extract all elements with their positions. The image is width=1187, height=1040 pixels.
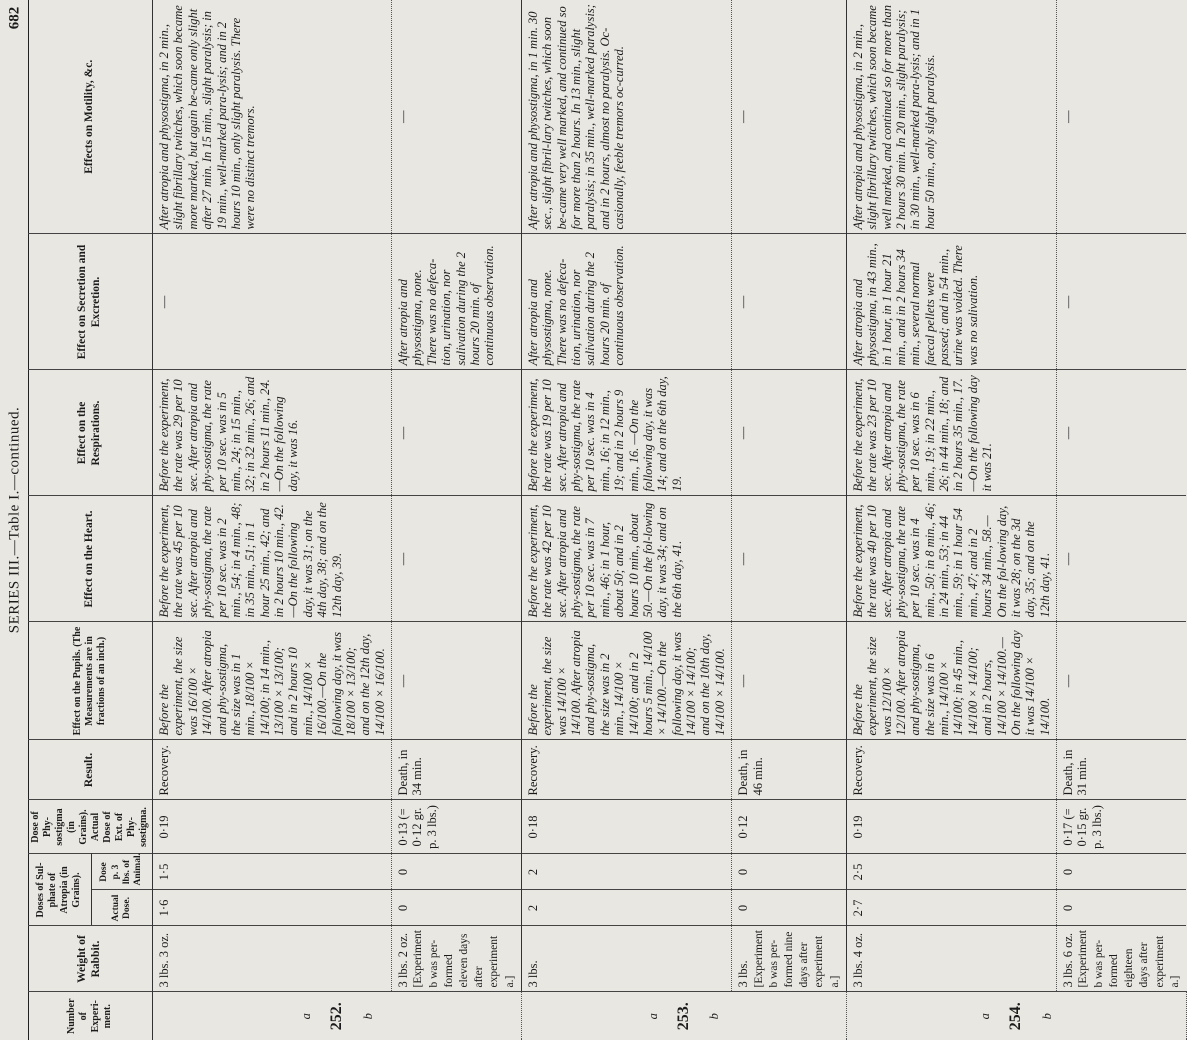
exp-label-b: b xyxy=(707,1013,722,1020)
weight-cell: 3 lbs. xyxy=(521,926,731,992)
phy-dose-cell: 0·17 (= 0·15 gr. p. 3 lbs.) xyxy=(1057,800,1186,854)
weight-cell xyxy=(1057,926,1186,992)
actual-dose-cell: 2·7 xyxy=(846,890,1056,926)
perlb-dose-cell: 2 xyxy=(521,854,731,890)
header-weight: Weight of Rabbit. xyxy=(28,926,153,992)
resp-cell: Before the experiment, the rate was 19 per 10 sec. After atropia and phy-sostigma, the rate per 10 sec. was in 4 min., 16; in 12 min., 19; and in 2 hours 9 min., 16. —On the following day, it was 14; and on the 6th day, 19. xyxy=(521,370,731,496)
result-cell: Death, in 31 min. xyxy=(1057,740,1186,800)
header-actual-dose: Actual Dose. xyxy=(91,890,152,926)
actual-dose-cell: 0 xyxy=(1057,890,1186,926)
pupils-cell: — xyxy=(732,622,847,740)
exp-cell xyxy=(521,992,846,1040)
resp-cell: — xyxy=(1057,370,1186,496)
weight-value: 3 lbs. xyxy=(736,960,751,988)
pupils-cell: — xyxy=(1057,622,1186,740)
weight-cell xyxy=(732,926,847,992)
header-result: Result. xyxy=(28,740,153,800)
experiment-note: [Experiment b was per-formed eleven days after experiment a.] xyxy=(412,930,516,988)
result-cell: Recovery. xyxy=(521,740,731,800)
resp-cell: — xyxy=(732,370,847,496)
heart-cell: Before the experiment, the rate was 40 per 10 sec. After atropia and phy-sostigma, the rate per 10 sec. was in 4 min., 50; in 8 min., 46; in 24 min., 53; in 44 min., 59; in 1 hour 54 min., 47; and in 2 hours 34 min., 58.—On the fol-lowing day, it was 28; on the 3d day, 35; and on the 12th day, 41. xyxy=(846,496,1056,622)
perlb-dose-cell: 2·5 xyxy=(846,854,1056,890)
actual-dose-cell: 2 xyxy=(521,890,731,926)
header-motility: Effects on Motility, &c. xyxy=(28,0,153,234)
pupils-cell: Before the experiment, the size was 12/100 × 12/100. After atropia and phy-sostigma, the size was in 6 min., 14/100 × 14/100; in 45 min., 14/100 × 14/100; and in 2 hours, 14/100 × 14/100.—On the following day it was 14/100 × 14/100. xyxy=(846,622,1056,740)
table-row xyxy=(732,0,847,1040)
secretion-cell: — xyxy=(732,234,847,370)
running-head: SERIES III.—Table I.—continued. xyxy=(6,406,23,634)
exp-label-b: b xyxy=(1039,1013,1054,1020)
motility-cell: — xyxy=(392,0,522,234)
motility-cell: After atropia and physostigma, in 2 min., slight fibrillary twitches, which soon became more marked, but again be-came only slight after 27 min. In 15 min., slight paralysis; in 19 min., well-marked para-lysis; and in 2 hours 10 min., only slight paralysis. There were no distinct tremors. xyxy=(153,0,392,234)
secretion-cell: After atropia and physostigma, in 43 min., in 1 hour, in 1 hour 21 min., and in 2 hours 34 min., several normal faecal pellets were passed; and in 54 min., urine was voided. There was no salivation. xyxy=(846,234,1056,370)
phy-dose-cell: 0·19 xyxy=(846,800,1056,854)
resp-cell: — xyxy=(392,370,522,496)
weight-value: 3 lbs. 2 oz. xyxy=(396,932,410,988)
motility-cell: — xyxy=(1061,110,1076,123)
motility-cell: After atropia and physostigma, in 2 min., slight fibrillary twitches, which soon became well marked, and continued so for more than 2 hours 30 min. In 20 min., slight paralysis; in 30 min., well-marked para-lysis; and in 1 hour 50 min., only slight paralysis. xyxy=(846,0,1056,234)
weight-value: 3 lbs. 6 oz. xyxy=(1061,932,1076,988)
running-head-box xyxy=(0,300,30,740)
table-row xyxy=(846,0,1056,1040)
experiment-note: [Experiment b was per-formed nine days after experiment a.] xyxy=(752,930,841,988)
table-row xyxy=(392,0,522,1040)
heart-cell: — xyxy=(1057,496,1186,622)
experiment-table xyxy=(28,0,1187,1040)
pupils-cell: Before the experiment, the size was 14/100 × 14/100. After atropia and phy-sostigma, the size was in 2 min., 14/100 × 14/100; and in 2 hours 5 min., 14/100 × 14/100.—On the following day, it was 14/100 × 14/100; and on the 10th day, 14/100 × 14/100. xyxy=(521,622,731,740)
perlb-dose-cell: 0 xyxy=(392,854,522,890)
page-number-box xyxy=(0,0,30,30)
secretion-cell: After atropia and physostigma, none. There was no defeca-tion, urination, nor salivation during the 2 hours 20 min. of continuous observation. xyxy=(521,234,731,370)
actual-dose-cell: 0 xyxy=(732,890,847,926)
result-cell: Recovery. xyxy=(153,740,392,800)
actual-dose-cell: 0 xyxy=(392,890,522,926)
result-cell: Death, in 46 min. xyxy=(732,740,847,800)
perlb-dose-cell: 1·5 xyxy=(153,854,392,890)
header-dose-phy: Dose of Phy-sostigma (in Grains). Actual Dose of Ext. of Phy-sostigma. xyxy=(28,800,153,854)
header-doses-sul: Doses of Sul-phate of Atropia (in Grains). xyxy=(28,854,91,926)
exp-label-a: a xyxy=(978,1013,993,1020)
exp-number: 253. xyxy=(674,1002,692,1031)
phy-dose-cell: 0·13 (= 0·12 gr. p. 3 lbs.) xyxy=(392,800,522,854)
header-resp: Effect on the Respirations. xyxy=(28,370,153,496)
motility-cell: After atropia and physostigma, in 1 min. 30 sec., slight fibril-lary twitches, which soon be-came very well marked, and continued so for more than 2 hours. In 13 min., slight paralysis; in 35 min., well-marked paralysis; and in 2 hours, almost no paralysis. Oc-casionally, feeble tremors oc-curred. xyxy=(521,0,731,234)
exp-cell xyxy=(846,992,1186,1040)
weight-cell: 3 lbs. 3 oz. xyxy=(153,926,392,992)
secretion-cell: — xyxy=(153,234,392,370)
exp-number: 252. xyxy=(327,1002,345,1031)
resp-cell: Before the experiment, the rate was 29 per 10 sec. After atropia and phy-sostigma, the rate per 10 sec. was in 5 min., 24; in 15 min., 32; in 32 min., 26; and in 2 hours 11 min., 24.—On the following day, it was 16. xyxy=(153,370,392,496)
result-cell: Death, in 34 min. xyxy=(392,740,522,800)
header-number: Number of Experi-ment. xyxy=(28,992,153,1040)
motility-cell: — xyxy=(732,0,847,234)
table-body xyxy=(153,0,1187,1040)
resp-cell: Before the experiment, the rate was 23 per 10 sec. After atropia and phy-sostigma, the rate per 10 sec. was in 6 min., 19; in 22 min., 26; in 44 min., 18; and in 2 hours 35 min., 17.—On the following day it was 21. xyxy=(846,370,1056,496)
weight-cell xyxy=(392,926,522,992)
heart-cell: Before the experiment, the rate was 45 per 10 sec. After atropia and phy-sostigma, the rate per 10 sec. was in 2 min., 54; in 4 min., 48; in 35 min., 51; in 1 hour 25 min., 42; and in 2 hours 10 min., 42.—On the following day, it was 31; on the 4th day, 38; and on the 12th day, 39. xyxy=(153,496,392,622)
header-dose-per-lb: Dose p. 3 lbs. of Animal. xyxy=(91,854,152,890)
experiment-note: [Experiment b was per-formed eighteen days after experiment a.] xyxy=(1077,930,1181,988)
exp-label-a: a xyxy=(645,1013,660,1020)
table-row xyxy=(153,0,392,1040)
phy-dose-cell: 0·18 xyxy=(521,800,731,854)
heart-cell: Before the experiment, the rate was 42 per 10 sec. After atropia and phy-sostigma, the rate per 10 sec. was in 7 min., 46; in 1 hour, about 50; and in 2 hours 10 min., about 50.—On the fol-lowing day, it was 34; and on the 6th day, 41. xyxy=(521,496,731,622)
pupils-cell: — xyxy=(392,622,522,740)
exp-number: 254. xyxy=(1006,1002,1024,1031)
heart-cell: — xyxy=(392,496,522,622)
phy-dose-cell: 0·19 xyxy=(153,800,392,854)
phy-dose-cell: 0·12 xyxy=(732,800,847,854)
header-heart: Effect on the Heart. xyxy=(28,496,153,622)
table-row xyxy=(521,0,731,1040)
secretion-cell: — xyxy=(1057,234,1186,370)
exp-cell xyxy=(153,992,522,1040)
perlb-dose-cell: 0 xyxy=(732,854,847,890)
heart-cell: — xyxy=(732,496,847,622)
exp-label-b: b xyxy=(360,1013,375,1020)
secretion-cell: After atropia and physostigma, none. There was no defeca-tion, urination, nor salivation during the 2 hours 20 min. of continuous observation. xyxy=(392,234,522,370)
table-row xyxy=(1057,0,1186,1040)
page-number: 682 xyxy=(6,6,23,30)
pupils-cell: Before the experiment, the size was 16/100 × 14/100. After atropia and phy-sostigma, the size was in 1 min., 18/100 × 14/100; in 14 min., 13/100 × 13/100; and in 2 hours 10 min., 14/100 × 16/100.—On the following day, it was 18/100 × 13/100; and on the 12th day, 14/100 × 16/100. xyxy=(153,622,392,740)
weight-cell: 3 lbs. 4 oz. xyxy=(846,926,1056,992)
header-secretion: Effect on Secretion and Excretion. xyxy=(28,234,153,370)
perlb-dose-cell: 0 xyxy=(1057,854,1186,890)
result-cell: Recovery. xyxy=(846,740,1056,800)
exp-label-a: a xyxy=(299,1013,313,1020)
rotated-table xyxy=(28,0,1181,1040)
actual-dose-cell: 1·6 xyxy=(153,890,392,926)
header-pupils: Effect on the Pupils. (The Measurements are in fractions of an inch.) xyxy=(28,622,153,740)
